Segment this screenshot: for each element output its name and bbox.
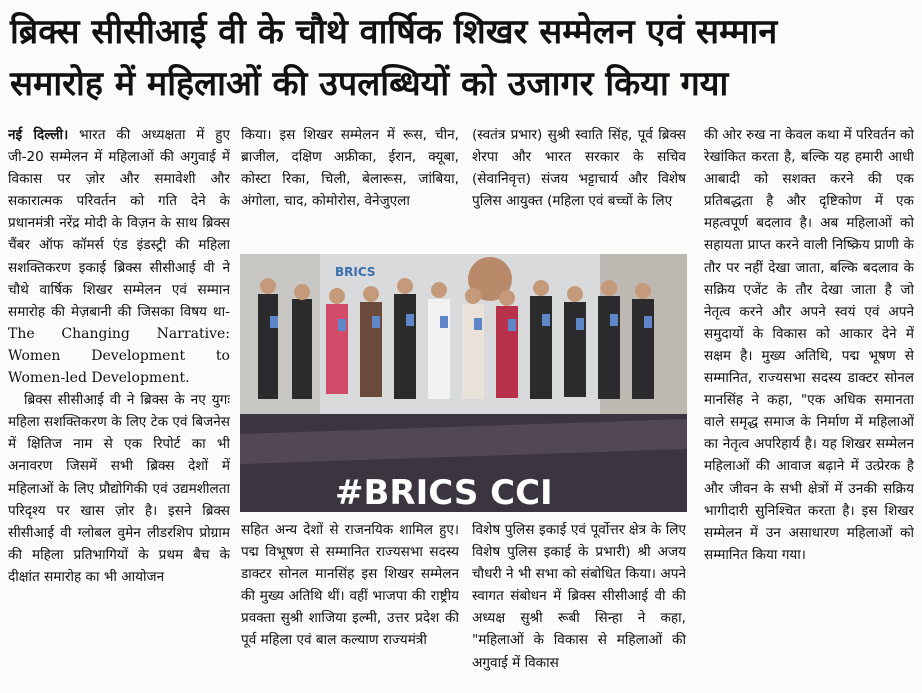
column-3-bottom-text: विशेष पुलिस इकाई एवं पूर्वोत्तर क्षेत्र के लिए विशेष पुलिस इकाई के प्रभारी) श्री अजय चौधरी ने भी सभा को संबोधित किया। अपने स्वागत संबोधन में ब्रिक्स सीसीआई वी की अध्यक्ष सुश्री रूबी सिन्हा ने कहा, "महिलाओं के विकास से महिलाओं की अगुवाई में विकास: [472, 522, 686, 671]
article-column-2-top: [241, 124, 459, 242]
article-column-2-bottom: [241, 519, 459, 693]
column-4-text: की ओर रुख ना केवल कथा में परिवर्तन को रेखांकित करता है, बल्कि यह हमारी आधी आबादी को सशक्त करने की एक प्रतिबद्धता है और दृष्टिकोण में एक महत्वपूर्ण बदलाव है। अब महिलाओं को सहायता प्राप्त करने वाली निष्क्रिय प्राणी के तौर पर नहीं देखा जाता, बल्कि बदलाव के सक्रिय एजेंट के तौर देखा जाता है जो नेतृत्व करने और अपने स्वयं एवं अपने समुदायों के विकास को आकार देने में सक्षम है। मुख्य अतिथि, पद्म भूषण से सम्मानित, राज्यसभा सदस्य डाक्टर सोनल मानसिंह ने कहा, "एक अधिक समानता वाले समृद्ध समाज के निर्माण में महिलाओं का नेतृत्व अपरिहार्य है। यह शिखर सम्मेलन महिलाओं की आवाज बढ़ाने में उत्प्रेरक है और जीवन के सभी क्षेत्रों में उनकी सक्रिय भागीदारी सुनिश्चित करता है। इस शिखर सम्मेलन में उन असाधारण महिलाओं को सम्मानित किया गया।: [704, 127, 914, 563]
column-3-top-text: (स्वतंत्र प्रभार) सुश्री स्वाति सिंह, पूर्व ब्रिक्स शेरपा और भारत सरकार के सचिव (सेवानिवृत्त) संजय भट्टाचार्य और विशेष पुलिस आयुक्त (महिला एवं बच्चों के लिए: [472, 127, 686, 210]
article-column-4: [704, 124, 914, 693]
floor-logo-text: #BRICS CCI: [335, 473, 553, 512]
column-2-bottom-text: सहित अन्य देशों से राजनयिक शामिल हुए। पद्म विभूषण से सम्मानित राज्यसभा सदस्य डाक्टर सोनल मानसिंह इस शिखर सम्मेलन की मुख्य अतिथि थीं। वहीं भाजपा की राष्ट्रीय प्रवक्ता सुश्री शाजिया इल्मी, उत्तर प्रदेश की पूर्व महिला एवं बाल कल्याण राज्यमंत्री: [241, 522, 459, 649]
banner-text: BRICS: [335, 265, 376, 279]
headline-line-1: ब्रिक्स सीसीआई वी के चौथे वार्षिक शिखर सम्मेलन एवं सम्मान: [10, 12, 778, 52]
paragraph-2: ब्रिक्स सीसीआई वी ने ब्रिक्स के नए युगः महिला सशक्तिकरण के लिए टेक एवं बिजनेस में क्षितिज नाम से एक रिपोर्ट का भी अनावरण जिसमें सभी ब्रिक्स देशों में महिलाओं के लिए प्रौद्योगिकी एवं उद्यमशीलता परिदृश्य पर खास ज़ोर है। इसने ब्रिक्स सीसीआई वी ग्लोबल वुमेन लीडरशिप प्रोग्राम की महिला प्रतिभागियों के प्रथम बैच के दीक्षांत समारोह का भी आयोजन: [8, 392, 230, 585]
paragraph-1: [8, 124, 230, 389]
headline: [10, 6, 915, 110]
article-column-3-bottom: [472, 519, 686, 693]
article-column-3-top: [472, 124, 686, 242]
paragraph-1-text: भारत की अध्यक्षता में हुए जी-20 सम्मेलन में महिलाओं की अगुवाई में विकास पर ज़ोर और समावेशी और सकारात्मक परिवर्तन को गति देने के प्रधानमंत्री नरेंद्र मोदी के विज़न के साथ ब्रिक्स चैंबर ऑफ कॉमर्स एंड इंडस्ट्री की महिला सशक्तिकरण इकाई ब्रिक्स सीसीआई वी ने चौथे वार्षिक शिखर सम्मेलन एवं सम्मान समारोह की मेज़बानी की जिसका विषय था-: [8, 127, 230, 320]
dateline: नई दिल्ली।: [8, 127, 69, 143]
column-2-top-text: किया। इस शिखर सम्मेलन में रूस, चीन, ब्राजील, दक्षिण अफ्रीका, ईरान, क्यूबा, कोस्टा रिका, चिली, बेलारूस, जांबिया, अंगोला, चाद, कोमोरोस, वेनेजुएला: [241, 127, 459, 210]
headline-line-2: समारोह में महिलाओं की उपलब्धियों को उजागर किया गया: [10, 64, 729, 104]
event-photo: [240, 254, 687, 512]
theme-text: The Changing Narrative: Women Development to Women-led Development.: [8, 325, 230, 387]
article-column-1: [8, 124, 230, 693]
